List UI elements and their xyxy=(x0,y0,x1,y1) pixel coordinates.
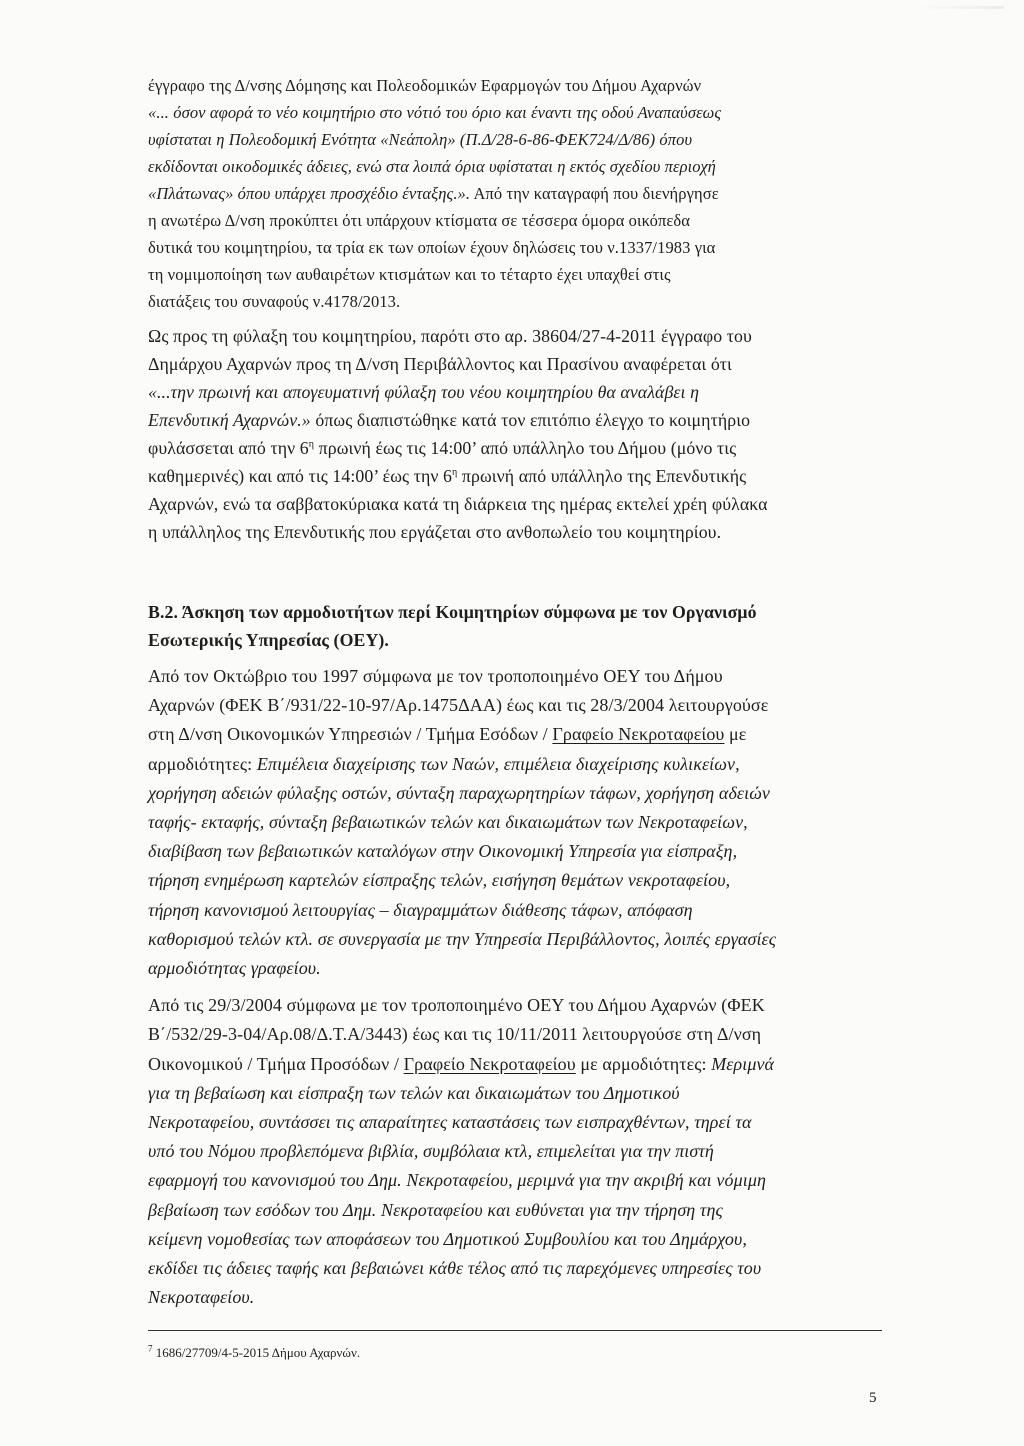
text-line: υπό του Νόμου προβλεπόμενα βιβλία, συμβόλαια κτλ, επιμελείται για την πιστή xyxy=(148,1141,714,1162)
text-line: για τη βεβαίωση και είσπραξη των τελών και δικαιωμάτων του Δημοτικού xyxy=(148,1082,680,1103)
text-line: η υπάλληλος της Επενδυτικής που εργάζεται στο ανθοπωλείο του κοιμητηρίου. xyxy=(148,522,722,542)
text-line: υφίσταται η Πολεοδομική Ενότητα «Νεάπολη» (Π.Δ/28-6-86-ΦΕΚ724/Δ/86) όπου xyxy=(148,130,693,149)
text-line: καθημερινές) και από τις 14:00’ έως την 6 xyxy=(148,466,453,486)
text-line: διαβίβαση των βεβαιωτικών καταλόγων στην Οικονομική Υπηρεσία για είσπραξη, xyxy=(148,841,738,862)
text-line: εκδίδει τις άδειες ταφής και βεβαιώνει κάθε τέλος από τις παρεχόμενες υπηρεσίες του xyxy=(148,1258,762,1279)
text-line: ταφής- εκταφής, σύνταξη βεβαιωτικών τελών και δικαιωμάτων των Νεκροταφείων, xyxy=(148,812,748,833)
text-line: Νεκροταφείου. xyxy=(148,1287,255,1308)
text-line: Οικονομικού / Τμήμα Προσόδων / xyxy=(148,1053,404,1074)
text-line: η ανωτέρω Δ/νση προκύπτει ότι υπάρχουν κτίσματα σε τέσσερα όμορα οικόπεδα xyxy=(148,211,691,230)
text-line: διατάξεις του συναφούς ν.4178/2013. xyxy=(148,292,401,311)
heading-line: Εσωτερικής Υπηρεσίας (ΟΕΥ). xyxy=(148,630,389,650)
text-line: με αρμοδιότητες: xyxy=(575,1053,712,1074)
superscript: η xyxy=(308,439,315,451)
text-line: «... όσον αφορά το νέο κοιμητήριο στο νότιό του όριο και έναντι της οδού Αναπαύσεως xyxy=(148,103,722,122)
text-line-italic: Μεριμνά xyxy=(711,1053,775,1074)
text-line: έγγραφο της Δ/νσης Δόμησης και Πολεοδομικών Εφαρμογών του Δήμου Αχαρνών xyxy=(148,76,702,95)
superscript: η xyxy=(452,467,458,479)
text-line-italic: «Πλάτωνας» όπου υπάρχει προσχέδιο ένταξης.». xyxy=(148,184,471,203)
text-line: χορήγηση αδειών φύλαξης οστών, σύνταξη παραχωρητηρίων τάφων, χορήγηση αδειών xyxy=(148,782,770,803)
text-line: βεβαίωση των εσόδων του Δημ. Νεκροταφείου και ευθύνεται για την τήρηση της xyxy=(148,1199,723,1220)
text-line: Β΄/532/29-3-04/Αρ.08/Δ.Τ.Α/3443) έως και τις 10/11/2011 λειτουργούσε στη Δ/νση xyxy=(148,1024,762,1045)
text-line: καθορισμού τελών κτλ. σε συνεργασία με την Υπηρεσία Περιβάλλοντος, λοιπές εργασίες xyxy=(148,928,777,949)
underlined-office-name: Γραφείο Νεκροταφείου xyxy=(552,724,725,745)
text-line: εκδίδονται οικοδομικές άδειες, ενώ στα λοιπά όρια υφίσταται η εκτός σχεδίου περιοχή xyxy=(148,157,716,176)
paragraph-cemetery-guarding xyxy=(148,322,888,546)
text-line-italic: Επενδυτική Αχαρνών.» xyxy=(148,410,311,430)
text-line: αρμοδιότητας γραφείου. xyxy=(148,958,321,979)
text-line: τήρηση ενημέρωση καρτελών είσπραξης τελών, εισήγηση θεμάτων νεκροταφείου, xyxy=(148,870,731,891)
text-line: όπως διαπιστώθηκε κατά τον επιτόπιο έλεγχο το κοιμητήριο xyxy=(310,410,751,430)
section-heading xyxy=(148,598,888,654)
paragraph-oey-2004 xyxy=(148,991,888,1312)
footnote-text: 1686/27709/4-5-2015 Δήμου Αχαρνών. xyxy=(152,1345,361,1360)
text-line: Νεκροταφείου, συντάσσει τις απαραίτητες καταστάσεις των εισπραχθέντων, τηρεί τα xyxy=(148,1112,752,1133)
text-line: «...την πρωινή και απογευματινή φύλαξη του νέου κοιμητηρίου θα αναλάβει η xyxy=(148,382,700,402)
text-line-italic: Επιμέλεια διαχείρισης των Ναών, επιμέλεια διαχείρισης κυλικείων, xyxy=(256,753,740,774)
text-line: κείμενη νομοθεσίας των αποφάσεων του Δημοτικού Συμβουλίου και του Δημάρχου, xyxy=(148,1228,747,1249)
text-line: δυτικά του κοιμητηρίου, τα τρία εκ των οποίων έχουν δηλώσεις του ν.1337/1983 για xyxy=(148,238,716,257)
text-line: τη νομιμοποίηση των αυθαιρέτων κτισμάτων και το τέταρτο έχει υπαχθεί στις xyxy=(148,265,671,284)
paragraph-quote-building-department xyxy=(148,72,888,315)
text-line: με xyxy=(724,724,747,745)
footnote xyxy=(148,1344,360,1362)
document-body xyxy=(148,72,888,1312)
footnote-divider xyxy=(148,1330,882,1331)
page-number: 5 xyxy=(869,1390,877,1406)
text-line: Από τον Οκτώβριο του 1997 σύμφωνα με τον τροποποιημένο ΟΕΥ του Δήμου xyxy=(148,666,723,686)
text-line: εφαρμογή του κανονισμού του Δημ. Νεκροταφείου, μεριμνά για την ακριβή και νόμιμη xyxy=(148,1170,766,1191)
underlined-office-name: Γραφείο Νεκροταφείου xyxy=(403,1053,576,1074)
text-line: Αχαρνών (ΦΕΚ Β΄/931/22-10-97/Αρ.1475ΔΑΑ) έως και τις 28/3/2004 λειτουργούσε xyxy=(148,695,769,716)
text-line: στη Δ/νση Οικονομικών Υπηρεσιών / Τμήμα Εσόδων / xyxy=(148,724,553,745)
text-line: φυλάσσεται από την 6 xyxy=(148,438,309,458)
footnote-marker: 7 xyxy=(148,1343,153,1354)
text-line: πρωινή έως τις 14:00’ από υπάλληλο του Δήμου (μόνο τις xyxy=(314,438,737,458)
scan-artifact xyxy=(914,6,1004,9)
text-line: Ως προς τη φύλαξη του κοιμητηρίου, παρότι στο αρ. 38604/27-4-2011 έγγραφο του xyxy=(148,326,752,346)
text-line: Δημάρχου Αχαρνών προς τη Δ/νση Περιβάλλοντος και Πρασίνου αναφέρεται ότι xyxy=(148,354,732,374)
paragraph-oey-1997 xyxy=(148,662,888,983)
text-line: πρωινή από υπάλληλο της Επενδυτικής xyxy=(457,466,747,486)
text-line: Αχαρνών, ενώ τα σαββατοκύριακα κατά τη διάρκεια της ημέρας εκτελεί χρέη φύλακα xyxy=(148,494,768,514)
heading-line: Β.2. Άσκηση των αρμοδιοτήτων περί Κοιμητηρίων σύμφωνα με τον Οργανισμό xyxy=(148,602,757,622)
text-line: Από τις 29/3/2004 σύμφωνα με τον τροποποιημένο ΟΕΥ του Δήμου Αχαρνών (ΦΕΚ xyxy=(148,995,765,1016)
text-line: Από την καταγραφή που διενήργησε xyxy=(470,184,719,203)
text-line: τήρηση κανονισμού λειτουργίας – διαγραμμάτων διάθεσης τάφων, απόφαση xyxy=(148,899,693,920)
text-line: αρμοδιότητες: xyxy=(148,753,257,774)
